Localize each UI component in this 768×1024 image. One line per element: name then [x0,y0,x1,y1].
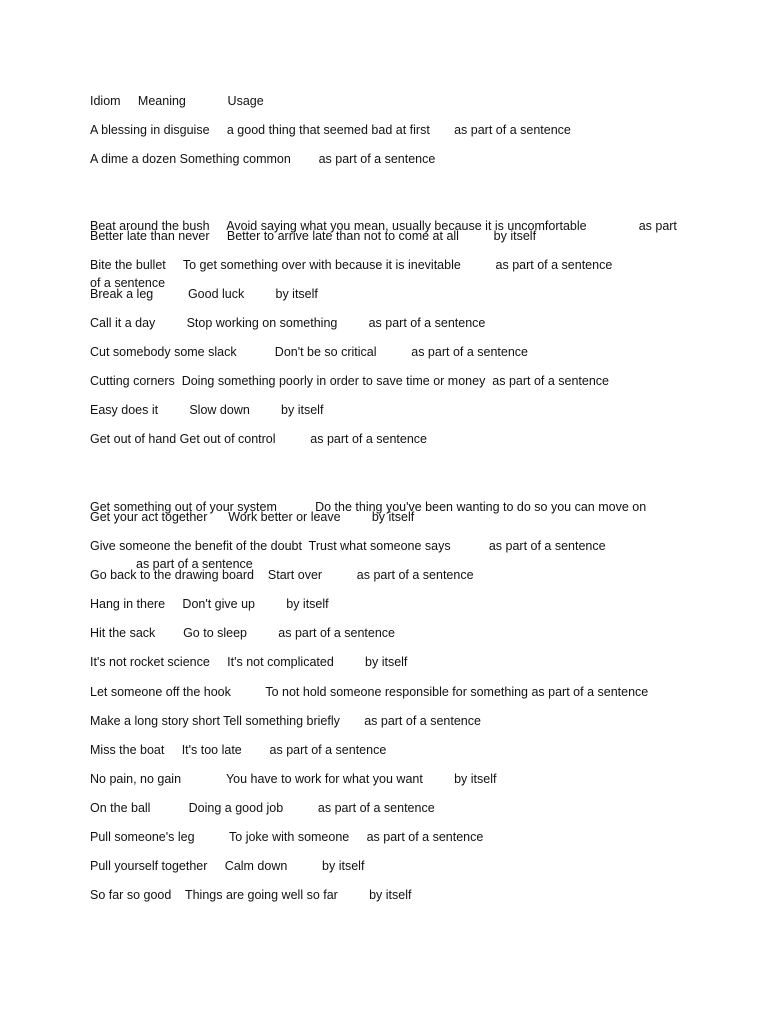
idiom-row: Cutting corners Doing something poorly in order to save time or money as part of a sentence [90,374,610,388]
idiom-row: Let someone off the hook To not hold someone responsible for something as part of a sentence [90,685,649,699]
idiom-row: Get out of hand Get out of control as part of a sentence [90,432,428,446]
idiom-row: On the ball Doing a good job as part of a sentence [90,801,435,815]
idiom-row: Miss the boat It's too late as part of a sentence [90,743,387,757]
idiom-row: Make a long story short Tell something briefly as part of a sentence [90,714,481,728]
idiom-row: No pain, no gain You have to work for what you want by itself [90,772,497,786]
idiom-row: Break a leg Good luck by itself [90,287,318,301]
idiom-row: Easy does it Slow down by itself [90,403,324,417]
idiom-row: Pull someone's leg To joke with someone as part of a sentence [90,830,484,844]
idiom-row: Go back to the drawing board Start over as part of a sentence [90,568,474,582]
idiom-row: Pull yourself together Calm down by itself [90,859,365,873]
idiom-row: Cut somebody some slack Don't be so critical as part of a sentence [90,345,528,359]
idiom-row: So far so good Things are going well so far by itself [90,888,412,902]
idiom-row: Bite the bullet To get something over with because it is inevitable as part of a sentence [90,258,613,272]
idiom-row: Hit the sack Go to sleep as part of a sentence [90,626,396,640]
idiom-row-line: as part of a sentence [136,557,253,571]
idiom-row-get-something-out [90,460,690,612]
idiom-row: Hang in there Don't give up by itself [90,597,329,611]
idiom-row: A dime a dozen Something common as part of a sentence [90,152,436,166]
idiom-row-line: Get something out of your system Do the thing you've been wanting to do so you can move on [90,500,647,514]
idiom-row: A blessing in disguise a good thing that seemed bad at first as part of a sentence [90,123,571,137]
idiom-row: Give someone the benefit of the doubt Trust what someone says as part of a sentence [90,539,606,553]
idiom-row: It's not rocket science It's not complicated by itself [90,655,408,669]
idiom-row: Call it a day Stop working on something as part of a sentence [90,316,486,330]
idiom-row-line: Beat around the bush Avoid saying what you mean, usually because it is uncomfortable as part [90,219,677,233]
idiom-row: Better late than never Better to arrive late than not to come at all by itself [90,229,537,243]
idiom-row: Get your act together Work better or leave by itself [90,510,415,524]
table-header: Idiom Meaning Usage [90,94,264,108]
idiom-row-beat-around-the-bush [90,179,690,331]
idiom-row-line: of a sentence [90,276,166,290]
